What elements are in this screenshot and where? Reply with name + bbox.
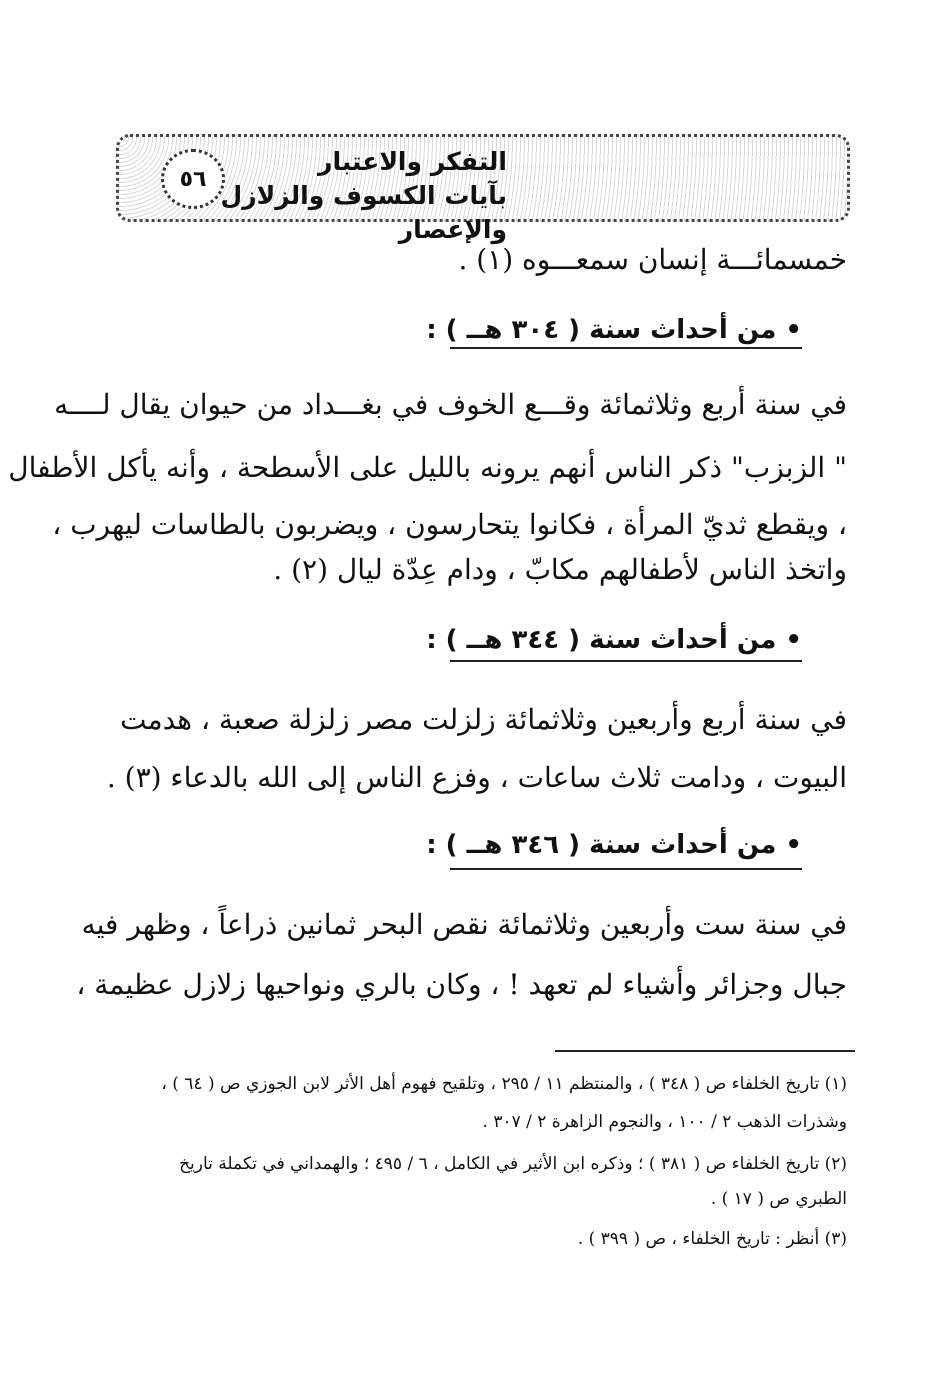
book-title-line-1: التفكر والاعتبار <box>318 147 507 176</box>
footnote-2: (٢) تاريخ الخلفاء ص ( ٣٨١ ) ؛ وذكره ابن الأثير في الكامل ، ٦ / ٤٩٥ ؛ والهمداني في تكملة تاريخ <box>179 1154 847 1174</box>
footnote-1: (١) تاريخ الخلفاء ص ( ٣٤٨ ) ، والمنتظم ١١ / ٢٩٥ ، وتلقيح فهوم أهل الأثر لابن الجوزي ص ( ٦٤ ) ، <box>161 1074 847 1094</box>
paragraph-line: في سنة ست وأربعين وثلاثمائة نقص البحر ثمانين ذراعاً ، وظهر فيه <box>81 908 847 941</box>
footnote-1-cont: وشذرات الذهب ٢ / ١٠٠ ، والنجوم الزاهرة ٢ / ٣٠٧ . <box>482 1112 847 1132</box>
paragraph-line: في سنة أربع وأربعين وثلاثمائة زلزلت مصر زلزلة صعبة ، هدمت <box>120 703 847 736</box>
heading-underline <box>450 347 802 349</box>
section-heading-346: • من أحداث سنة ( ٣٤٦ هــ ) : <box>426 830 802 860</box>
footnote-3: (٣) أنظر : تاريخ الخلفاء ، ص ( ٣٩٩ ) . <box>577 1229 847 1249</box>
page-header <box>116 134 850 244</box>
page-number: ٥٦ <box>161 149 225 209</box>
book-title-line-2: بآيات الكسوف والزلازل والإعصار <box>220 181 507 244</box>
paragraph-line: ، ويقطع ثديّ المرأة ، فكانوا يتحارسون ، ويضربون بالطاسات ليهرب ، <box>52 508 847 541</box>
paragraph-line: البيوت ، ودامت ثلاث ساعات ، وفزع الناس إلى الله بالدعاء (٣) . <box>106 761 847 794</box>
footnote-separator <box>555 1050 855 1052</box>
heading-underline <box>450 868 802 870</box>
section-heading-344: • من أحداث سنة ( ٣٤٤ هــ ) : <box>426 625 802 655</box>
paragraph-line: واتخذ الناس لأطفالهم مكابّ ، ودام عِدّة ليال (٢) . <box>273 553 847 586</box>
section-heading-304: • من أحداث سنة ( ٣٠٤ هــ ) : <box>426 315 802 345</box>
paragraph-line: جبال وجزائر وأشياء لم تعهد ! ، وكان بالري ونواحيها زلازل عظيمة ، <box>76 968 847 1001</box>
intro-line: خمسمائـــة إنسان سمعـــوه (١) . <box>458 243 847 276</box>
footnote-2-cont: الطبري ص ( ١٧ ) . <box>710 1189 847 1209</box>
heading-underline <box>450 660 802 662</box>
paragraph-line: في سنة أربع وثلاثمائة وقـــع الخوف في بغـــداد من حيوان يقال لــــه <box>54 388 847 421</box>
paragraph-line: " الزبزب" ذكر الناس أنهم يرونه بالليل على الأسطحة ، وأنه يأكل الأطفال <box>8 451 847 484</box>
